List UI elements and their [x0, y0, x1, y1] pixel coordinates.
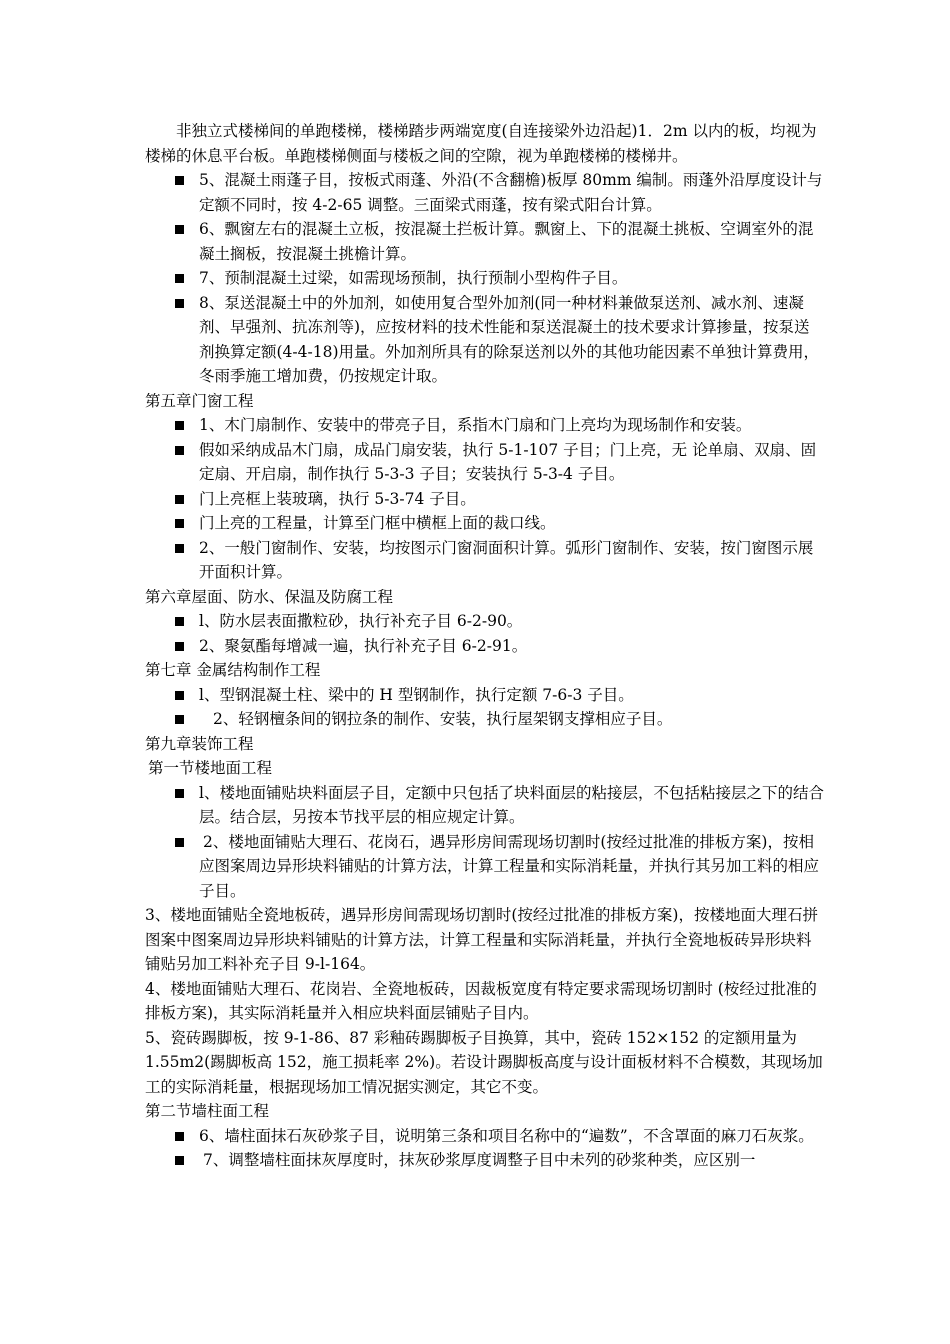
bullet-text: 2、一般门窗制作、安装，均按图示门窗洞面积计算。弧形门窗制作、安装，按门窗图示展开面积计算。 [199, 538, 814, 581]
bullet-item [145, 609, 825, 634]
square-bullet-icon [175, 225, 184, 234]
bullet-text: l、型钢混凝土柱、梁中的 H 型钢制作，执行定额 7-6-3 子目。 [199, 685, 634, 704]
bullet-text: 门上亮框上装玻璃，执行 5-3-74 子目。 [199, 489, 476, 508]
square-bullet-icon [175, 274, 184, 283]
square-bullet-icon [175, 519, 184, 528]
bullet-item [145, 707, 825, 732]
bullet-text: 6、飘窗左右的混凝土立板，按混凝土拦板计算。飘窗上、下的混凝土挑板、空调室外的混凝土搁板，按混凝土挑檐计算。 [199, 220, 814, 263]
bullet-item [145, 830, 825, 904]
square-bullet-icon [175, 838, 184, 847]
bullet-text: 7、预制混凝土过梁，如需现场预制，执行预制小型构件子目。 [199, 269, 628, 287]
bullet-item [145, 168, 825, 217]
square-bullet-icon [175, 421, 184, 430]
bullet-text: 8、泵送混凝土中的外加剂，如使用复合型外加剂(同一种材料兼做泵送剂、减水剂、速凝剂、早强剂、抗冻剂等)，应按材料的技术性能和泵送混凝土的技术要求计算掺量，按泵送剂换算定额(4-4-18)用量。外加剂所具有的除泵送剂以外的其他功能因素不单独计算费用，冬雨季施工增加费，仍按规定计取。 [199, 293, 820, 385]
bullet-item [145, 438, 825, 487]
document-body [145, 119, 825, 1173]
bullet-text: 6、墙柱面抹石灰砂浆子目，说明第三条和项目名称中的“遍数”，不含罩面的麻刀石灰浆。 [199, 1126, 814, 1145]
bullet-text: l、楼地面铺贴块料面层子目，定额中只包括了块料面层的粘接层，不包括粘接层之下的结合层。结合层，另按本节找平层的相应规定计算。 [199, 783, 824, 826]
bullet-text: 假如采纳成品木门扇，成品门扇安装，执行 5-1-107 子目；门上亮，无 论单扇、双扇、固定扇、开启扇，制作执行 5-3-3 子目；安装执行 5-3-4 子目。 [199, 440, 817, 483]
square-bullet-icon [175, 642, 184, 651]
chapter-heading: 第五章门窗工程 [145, 391, 254, 410]
square-bullet-icon [175, 715, 184, 724]
bullet-item [145, 634, 825, 659]
bullet-text: 7、调整墙柱面抹灰厚度时，抹灰砂浆厚度调整子目中未列的砂浆种类，应区别一 [203, 1151, 756, 1169]
bullet-text: 2、楼地面铺贴大理石、花岗石，遇异形房间需现场切割时(按经过批准的排板方案)，按相应图案周边异形块料铺贴的计算方法，计算工程量和实际消耗量，并执行其另加工料的相应子目。 [199, 832, 820, 900]
chapter-heading: 第二节墙柱面工程 [145, 1102, 270, 1120]
bullet-item [145, 536, 825, 585]
bullet-item [145, 511, 825, 536]
paragraph: 3、楼地面铺贴全瓷地板砖，遇异形房间需现场切割时(按经过批准的排板方案)，按楼地面大理石拼图案中图案周边异形块料铺贴的计算方法，计算工程量和实际消耗量，并执行全瓷地板砖异形块料铺贴另加工料补充子目 9-l-164。 [145, 906, 818, 973]
square-bullet-icon [175, 446, 184, 455]
bullet-item [145, 291, 825, 389]
square-bullet-icon [175, 544, 184, 553]
bullet-text: 1、木门扇制作、安装中的带亮子目，系指木门扇和门上亮均为现场制作和安装。 [199, 416, 752, 434]
bullet-item [145, 217, 825, 266]
bullet-text: 2、轻钢檀条间的钢拉条的制作、安装，执行屋架钢支撑相应子目。 [213, 710, 673, 728]
bullet-text: 门上亮的工程量，计算至门框中横框上面的裁口线。 [199, 514, 556, 532]
bullet-item [145, 683, 825, 708]
bullet-item [145, 487, 825, 512]
chapter-heading: 第九章装饰工程 [145, 734, 254, 753]
chapter-heading: 第六章屋面、防水、保温及防腐工程 [145, 587, 394, 606]
bullet-item [145, 266, 825, 291]
paragraph: 5、瓷砖踢脚板，按 9-1-86、87 彩釉砖踢脚板子目换算，其中，瓷砖 152×152 的定额用量为 1.55m2(踢脚板高 152，施工损耗率 2%)。若设计踢脚板高度与设计面板材料不合模数，其现场加工的实际消耗量，根据现场加工情况据实测定，其它不变。 [145, 1028, 823, 1096]
paragraph: 非独立式楼梯间的单跑楼梯，楼梯踏步两端宽度(自连接梁外边沿起)1．2m 以内的板，均视为楼梯的休息平台板。单跑楼梯侧面与楼板之间的空隙，视为单跑楼梯的楼梯井。 [145, 122, 817, 165]
bullet-item [145, 1148, 825, 1173]
bullet-text: 2、聚氨酯每增减一遍，执行补充子目 6-2-91。 [199, 636, 528, 655]
bullet-item [145, 1124, 825, 1149]
bullet-text: l、防水层表面撒粒砂，执行补充子目 6-2-90。 [199, 612, 523, 630]
bullet-text: 5、混凝土雨蓬子目，按板式雨蓬、外沿(不含翻檐)板厚 80mm 编制。雨蓬外沿厚度设计与定额不同时，按 4-2-65 调整。三面梁式雨蓬，按有梁式阳台计算。 [199, 171, 823, 214]
section-heading: 第一节楼地面工程 [148, 759, 273, 777]
square-bullet-icon [175, 617, 184, 626]
chapter-heading: 第七章 金属结构制作工程 [145, 661, 321, 679]
square-bullet-icon [175, 495, 184, 504]
paragraph: 4、楼地面铺贴大理石、花岗岩、全瓷地板砖，因裁板宽度有特定要求需现场切割时 (桉经过批准的排板方案)，其实际消耗量并入相应块料面层铺贴子目内。 [145, 979, 817, 1022]
square-bullet-icon [175, 299, 184, 308]
bullet-item [145, 781, 825, 830]
square-bullet-icon [175, 789, 184, 798]
square-bullet-icon [175, 176, 184, 185]
square-bullet-icon [175, 1156, 184, 1165]
square-bullet-icon [175, 1132, 184, 1141]
square-bullet-icon [175, 691, 184, 700]
bullet-item [145, 413, 825, 438]
